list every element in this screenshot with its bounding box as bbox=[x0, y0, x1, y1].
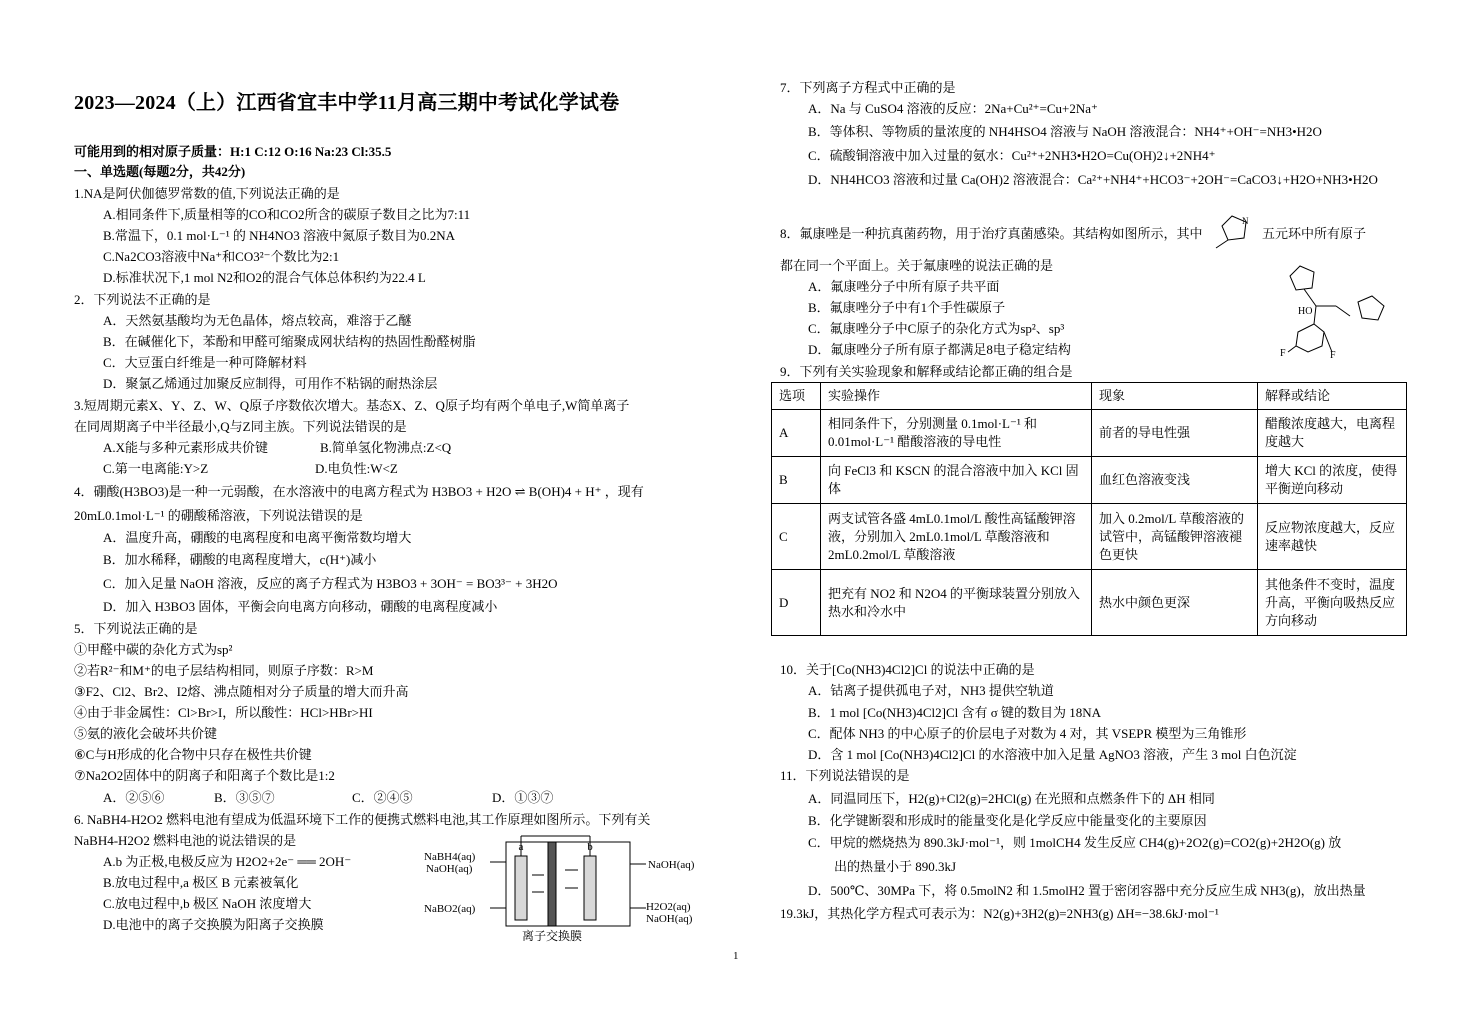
q11-option-d-1: D．500℃、30MPa 下，将 0.5molN2 和 1.5molH2 置于密闭容器中充分反应生成 NH3(g)，放出热量 bbox=[808, 883, 1366, 898]
q4-option-c: C．加入足量 NaOH 溶液，反应的离子方程式为 H3BO3 + 3OH⁻ = BO3³⁻ + 3H2O bbox=[103, 576, 558, 591]
page-title: 2023—2024（上）江西省宜丰中学11月高三期中考试化学试卷 bbox=[74, 92, 620, 114]
q5-item-4: ④由于非金属性：Cl>Br>I，所以酸性：HCl>HBr>HI bbox=[74, 705, 373, 720]
q11-option-d-2: 19.3kJ，其热化学方程式可表示为：N2(g)+3H2(g)=2NH3(g) ΔH=−38.6kJ·mol⁻¹ bbox=[780, 906, 1219, 921]
atomic-masses: 可能用到的相对原子质量：H:1 C:12 O:16 Na:23 Cl:35.5 bbox=[74, 144, 392, 159]
q8-stem-2: 都在同一个平面上。关于氟康唑的说法正确的是 bbox=[780, 258, 1054, 273]
label-b: b bbox=[587, 841, 593, 853]
q5-item-3: ③F2、Cl2、Br2、I2熔、沸点随相对分子质量的增大而升高 bbox=[74, 684, 409, 699]
row-d-phenomenon: 热水中颜色更深 bbox=[1092, 570, 1258, 636]
q9-stem: 9．下列有关实验现象和解释或结论都正确的组合是 bbox=[780, 364, 1073, 379]
q6-option-c: C.放电过程中,b 极区 NaOH 浓度增大 bbox=[103, 896, 312, 911]
q5-option-b: B．③⑤⑦ bbox=[214, 790, 275, 805]
table-row bbox=[772, 570, 1407, 636]
row-a-conclusion: 醋酸浓度越大，电离程度越大 bbox=[1258, 410, 1407, 457]
q3-option-b: B.简单氢化物沸点:Z<Q bbox=[320, 440, 452, 455]
in-right-1: H2O2(aq) bbox=[646, 901, 691, 913]
row-d-option: D bbox=[772, 570, 821, 636]
q8-stem-1b: 五元环中所有原子 bbox=[1262, 226, 1367, 241]
q1-stem: 1.NA是阿伏伽德罗常数的值,下列说法正确的是 bbox=[74, 186, 340, 201]
q8-stem-1: 8．氟康唑是一种抗真菌药物，用于治疗真菌感染。其结构如图所示，其中 bbox=[780, 226, 1203, 241]
q8-option-b: B．氟康唑分子中有1个手性碳原子 bbox=[808, 300, 1006, 315]
ho-label: HO bbox=[1298, 306, 1313, 317]
q10-option-c: C．配体 NH3 的中心原子的价层电子对数为 4 对，其 VSEPR 模型为三角锥形 bbox=[808, 726, 1247, 741]
q11-stem: 11．下列说法错误的是 bbox=[780, 768, 910, 783]
in-left-1: NaBH4(aq) bbox=[424, 851, 476, 863]
q10-option-b: B．1 mol [Co(NH3)4Cl2]Cl 含有 σ 键的数目为 18NA bbox=[808, 705, 1102, 720]
row-b-phenomenon: 血红色溶液变浅 bbox=[1092, 457, 1258, 504]
q11-option-c-1: C．甲烷的燃烧热为 890.3kJ·mol⁻¹，则 1molCH4 发生反应 CH4(g)+2O2(g)=CO2(g)+2H2O(g) 放 bbox=[808, 835, 1342, 850]
q5-option-d: D．①③⑦ bbox=[492, 790, 554, 805]
f-right: F bbox=[1330, 350, 1336, 361]
out-right: NaOH(aq) bbox=[648, 859, 695, 871]
q4-stem-2: 20mL0.1mol·L⁻¹ 的硼酸稀溶液，下列说法错误的是 bbox=[74, 508, 363, 523]
experiment-table bbox=[771, 382, 1407, 636]
q6-option-a: A.b 为正极,电极反应为 H2O2+2e⁻ ══ 2OH⁻ bbox=[103, 854, 352, 869]
header-operation: 实验操作 bbox=[821, 383, 1092, 410]
row-b-conclusion: 增大 KCl 的浓度，使得平衡逆向移动 bbox=[1258, 457, 1407, 504]
triazole-ring-icon bbox=[1212, 212, 1258, 252]
fluconazole-structure bbox=[1262, 262, 1412, 362]
section-heading: 一、单选题(每题2分，共42分) bbox=[74, 164, 246, 179]
row-b-option: B bbox=[772, 457, 821, 504]
q5-item-6: ⑥C与H形成的化合物中只存在极性共价键 bbox=[74, 747, 312, 762]
q2-option-c: C．大豆蛋白纤维是一种可降解材料 bbox=[103, 355, 307, 370]
row-c-conclusion: 反应物浓度越大，反应速率越快 bbox=[1258, 504, 1407, 570]
q8-option-d: D．氟康唑分子所有原子都满足8电子稳定结构 bbox=[808, 342, 1071, 357]
q2-option-b: B．在碱催化下，苯酚和甲醛可缩聚成网状结构的热固性酚醛树脂 bbox=[103, 334, 476, 349]
membrane-caption: 离子交换膜 bbox=[521, 929, 583, 943]
q4-option-a: A．温度升高，硼酸的电离程度和电离平衡常数均增大 bbox=[103, 530, 412, 545]
q8-option-c: C．氟康唑分子中C原子的杂化方式为sp²、sp³ bbox=[808, 321, 1065, 336]
q5-option-a: A．②⑤⑥ bbox=[103, 790, 165, 805]
row-c-phenomenon: 加入 0.2mol/L 草酸溶液的试管中，高锰酸钾溶液褪色更快 bbox=[1092, 504, 1258, 570]
row-b-operation: 向 FeCl3 和 KSCN 的混合溶液中加入 KCl 固体 bbox=[821, 457, 1092, 504]
q11-option-c-2: 出的热量小于 890.3kJ bbox=[834, 859, 957, 874]
header-conclusion: 解释或结论 bbox=[1258, 383, 1407, 410]
q8-option-a: A．氟康唑分子中所有原子共平面 bbox=[808, 279, 1000, 294]
q5-option-c: C．②④⑤ bbox=[352, 790, 413, 805]
q2-option-d: D．聚氯乙烯通过加聚反应制得，可用作不粘锅的耐热涂层 bbox=[103, 376, 438, 391]
q5-item-7: ⑦Na2O2固体中的阴离子和阳离子个数比是1:2 bbox=[74, 768, 335, 783]
triazole-n: N bbox=[1242, 216, 1249, 226]
q7-stem: 7．下列离子方程式中正确的是 bbox=[780, 80, 956, 95]
q11-option-b: B．化学键断裂和形成时的能量变化是化学反应中能量变化的主要原因 bbox=[808, 813, 1207, 828]
row-a-option: A bbox=[772, 410, 821, 457]
q5-stem: 5．下列说法正确的是 bbox=[74, 621, 198, 636]
q4-stem-1: 4．硼酸(H3BO3)是一种一元弱酸，在水溶液中的电离方程式为 H3BO3 + H2O ⇌ B(OH)4 + H⁺ ，现有 bbox=[74, 484, 644, 499]
q5-item-1: ①甲醛中碳的杂化方式为sp² bbox=[74, 642, 233, 657]
table-row bbox=[772, 410, 1407, 457]
fuel-cell-diagram bbox=[420, 830, 710, 945]
q3-option-c: C.第一电离能:Y>Z bbox=[103, 461, 209, 476]
q7-option-a: A．Na 与 CuSO4 溶液的反应：2Na+Cu²⁺=Cu+2Na⁺ bbox=[808, 101, 1098, 116]
in-left-2: NaOH(aq) bbox=[426, 863, 473, 875]
q6-option-b: B.放电过程中,a 极区 B 元素被氧化 bbox=[103, 875, 299, 890]
table-row bbox=[772, 457, 1407, 504]
q3-stem-2: 在同周期离子中半径最小,Q与Z同主族。下列说法错误的是 bbox=[74, 419, 407, 434]
page-number: 1 bbox=[733, 950, 739, 962]
f-left: F bbox=[1280, 348, 1286, 359]
q10-option-d: D．含 1 mol [Co(NH3)4Cl2]Cl 的水溶液中加入足量 AgNO3 溶液，产生 3 mol 白色沉淀 bbox=[808, 747, 1297, 762]
in-right-2: NaOH(aq) bbox=[646, 913, 693, 925]
q3-option-a: A.X能与多种元素形成共价键 bbox=[103, 440, 269, 455]
q10-stem: 10．关于[Co(NH3)4Cl2]Cl 的说法中正确的是 bbox=[780, 662, 1035, 677]
table-header-row bbox=[772, 383, 1407, 410]
q6-stem-1: 6. NaBH4-H2O2 燃料电池有望成为低温环境下工作的便携式燃料电池,其工作原理如图所示。下列有关 bbox=[74, 812, 651, 827]
q3-option-d: D.电负性:W<Z bbox=[315, 461, 398, 476]
table-row bbox=[772, 504, 1407, 570]
header-phenomenon: 现象 bbox=[1092, 383, 1258, 410]
q7-option-b: B．等体积、等物质的量浓度的 NH4HSO4 溶液与 NaOH 溶液混合：NH4⁺+OH⁻=NH3•H2O bbox=[808, 124, 1322, 139]
row-c-operation: 两支试管各盛 4mL0.1mol/L 酸性高锰酸钾溶液，分别加入 2mL0.1mol/L 草酸溶液和 2mL0.2mol/L 草酸溶液 bbox=[821, 504, 1092, 570]
q1-option-c: C.Na2CO3溶液中Na⁺和CO3²⁻个数比为2:1 bbox=[103, 249, 340, 264]
q1-option-d: D.标准状况下,1 mol N2和O2的混合气体总体积约为22.4 L bbox=[103, 270, 426, 285]
q5-item-5: ⑤氨的液化会破坏共价键 bbox=[74, 726, 218, 741]
q4-option-b: B．加水稀释，硼酸的电离程度增大，c(H⁺)减小 bbox=[103, 552, 377, 567]
row-d-operation: 把充有 NO2 和 N2O4 的平衡球装置分别放入热水和冷水中 bbox=[821, 570, 1092, 636]
header-option: 选项 bbox=[772, 383, 821, 410]
row-a-phenomenon: 前者的导电性强 bbox=[1092, 410, 1258, 457]
label-a: a bbox=[518, 841, 524, 853]
q6-option-d: D.电池中的离子交换膜为阳离子交换膜 bbox=[103, 917, 324, 932]
q6-stem-2: NaBH4-H2O2 燃料电池的说法错误的是 bbox=[74, 833, 297, 848]
q11-option-a: A．同温同压下，H2(g)+Cl2(g)=2HCl(g) 在光照和点燃条件下的 ΔH 相同 bbox=[808, 791, 1215, 806]
q7-option-d: D．NH4HCO3 溶液和过量 Ca(OH)2 溶液混合：Ca²⁺+NH4⁺+HCO3⁻+2OH⁻=CaCO3↓+H2O+NH3•H2O bbox=[808, 172, 1378, 187]
q1-option-a: A.相同条件下,质量相等的CO和CO2所含的碳原子数目之比为7:11 bbox=[103, 207, 471, 222]
row-c-option: C bbox=[772, 504, 821, 570]
out-left: NaBO2(aq) bbox=[424, 903, 476, 915]
q1-option-b: B.常温下，0.1 mol·L⁻¹ 的 NH4NO3 溶液中氮原子数目为0.2NA bbox=[103, 228, 456, 243]
q5-item-2: ②若R²⁻和M⁺的电子层结构相同，则原子序数：R>M bbox=[74, 663, 374, 678]
q10-option-a: A．钴离子提供孤电子对，NH3 提供空轨道 bbox=[808, 683, 1054, 698]
row-d-conclusion: 其他条件不变时，温度升高，平衡向吸热反应方向移动 bbox=[1258, 570, 1407, 636]
q2-stem: 2．下列说法不正确的是 bbox=[74, 292, 211, 307]
q2-option-a: A．天然氨基酸均为无色晶体，熔点较高，难溶于乙醚 bbox=[103, 313, 412, 328]
row-a-operation: 相同条件下，分别测量 0.1mol·L⁻¹ 和 0.01mol·L⁻¹ 醋酸溶液的导电性 bbox=[821, 410, 1092, 457]
q4-option-d: D．加入 H3BO3 固体，平衡会向电离方向移动，硼酸的电离程度减小 bbox=[103, 599, 498, 614]
q3-stem-1: 3.短周期元素X、Y、Z、W、Q原子序数依次增大。基态X、Z、Q原子均有两个单电子,W简单离子 bbox=[74, 398, 630, 413]
q7-option-c: C．硫酸铜溶液中加入过量的氨水：Cu²⁺+2NH3•H2O=Cu(OH)2↓+2NH4⁺ bbox=[808, 148, 1216, 163]
